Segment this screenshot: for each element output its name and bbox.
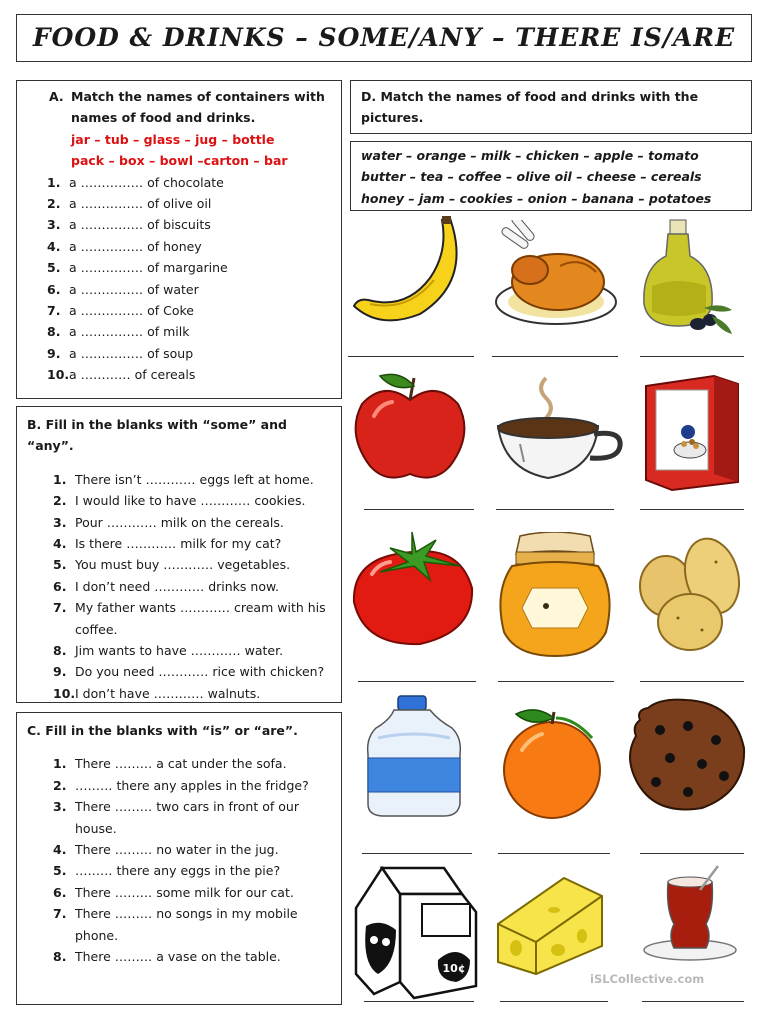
container-match-item-text[interactable]: a …………… of honey <box>69 238 202 254</box>
containers-line-2: pack – box – bowl –carton – bar <box>71 153 288 169</box>
honey-jar-icon <box>494 532 616 658</box>
apple-icon <box>350 370 470 485</box>
container-match-item-number: 7. <box>47 303 61 319</box>
container-match-item-text[interactable]: a …………… of water <box>69 281 199 297</box>
container-match-item-text[interactable]: a …………… of biscuits <box>69 217 211 233</box>
roast-chicken-icon <box>490 220 620 330</box>
answer-line[interactable] <box>498 681 614 682</box>
container-match-item-text[interactable]: a ………… of cereals <box>69 367 196 383</box>
some-any-item-number: 8. <box>53 643 67 659</box>
tomato-icon <box>350 528 476 648</box>
is-are-item-number: 5. <box>53 863 67 879</box>
some-any-item-text[interactable]: There isn’t ………… eggs left at home. <box>75 471 314 487</box>
container-match-item <box>47 364 331 385</box>
answer-line[interactable] <box>642 1001 744 1002</box>
some-any-item <box>31 576 331 597</box>
tea-glass-icon <box>640 864 744 964</box>
some-any-item <box>31 597 331 640</box>
banana-icon <box>350 214 470 329</box>
potatoes-icon <box>636 532 744 652</box>
some-any-item <box>31 554 331 575</box>
container-match-item-text[interactable]: a …………… of milk <box>69 324 190 340</box>
is-are-item-number: 6. <box>53 884 67 900</box>
container-match-item-number: 8. <box>47 324 61 340</box>
container-match-item <box>47 257 331 278</box>
container-match-item <box>47 236 331 257</box>
some-any-item-number: 9. <box>53 664 67 680</box>
is-are-item-number: 3. <box>53 799 67 815</box>
container-match-item-text[interactable]: a …………… of olive oil <box>69 196 212 212</box>
section-a <box>16 80 342 399</box>
is-are-item-number: 7. <box>53 906 67 922</box>
section-c-instruction: C. Fill in the blanks with “is” or “are”. <box>27 723 298 738</box>
answer-line[interactable] <box>492 356 618 357</box>
section-a-letter: A. <box>49 89 64 104</box>
some-any-item <box>31 640 331 661</box>
some-any-item <box>31 661 331 682</box>
some-any-item-number: 10. <box>53 685 76 701</box>
some-any-item-text[interactable]: Pour ………… milk on the cereals. <box>75 514 284 530</box>
answer-line[interactable] <box>640 681 744 682</box>
answer-line[interactable] <box>498 853 610 854</box>
container-match-item-number: 2. <box>47 196 61 212</box>
is-are-item <box>31 753 331 774</box>
container-match-item <box>47 300 331 321</box>
is-are-item-number: 1. <box>53 756 67 772</box>
some-any-item-text[interactable]: I don’t need ………… drinks now. <box>75 578 280 594</box>
container-match-item <box>47 193 331 214</box>
container-match-item-text[interactable]: a …………… of chocolate <box>69 174 224 190</box>
answer-line[interactable] <box>640 356 744 357</box>
some-any-item-text[interactable]: I would like to have ………… cookies. <box>75 493 306 509</box>
is-are-item-text[interactable]: There ……… two cars in front of our house. <box>75 799 299 836</box>
section-b-instruction: B. Fill in the blanks with “some” and “any”. <box>27 417 287 454</box>
cheese-icon <box>494 872 606 978</box>
section-a-instruction: Match the names of containers with names of food and drinks. <box>71 89 325 126</box>
some-any-item-text[interactable]: I don’t have ………… walnuts. <box>75 685 261 701</box>
title-box <box>16 14 752 62</box>
container-match-item <box>47 214 331 235</box>
container-match-item-number: 9. <box>47 345 61 361</box>
is-are-item-text[interactable]: There ……… no songs in my mobile phone. <box>75 906 298 943</box>
is-are-item-number: 8. <box>53 949 67 965</box>
some-any-item <box>31 683 331 704</box>
answer-line[interactable] <box>500 1001 608 1002</box>
is-are-item-number: 4. <box>53 842 67 858</box>
container-match-item-number: 6. <box>47 281 61 297</box>
orange-icon <box>496 704 612 820</box>
word-bank-line-3: honey – jam – cookies – onion – banana – potatoes <box>361 190 712 206</box>
is-are-item <box>31 882 331 903</box>
is-are-item-number: 2. <box>53 777 67 793</box>
section-d <box>350 80 752 134</box>
container-match-item-number: 5. <box>47 260 61 276</box>
word-bank-line-1: water – orange – milk – chicken – apple – tomato <box>361 148 699 163</box>
olive-oil-icon <box>640 216 740 338</box>
some-any-item-text[interactable]: Is there ………… milk for my cat? <box>75 536 282 552</box>
cookie-icon <box>626 696 748 814</box>
is-are-item <box>31 796 331 839</box>
some-any-item-number: 6. <box>53 578 67 594</box>
answer-line[interactable] <box>364 1001 474 1002</box>
section-b <box>16 406 342 703</box>
is-are-item <box>31 839 331 860</box>
is-are-item-text[interactable]: There ……… a vase on the table. <box>75 949 281 965</box>
answer-line[interactable] <box>496 509 614 510</box>
is-are-item-text[interactable]: There ……… no water in the jug. <box>75 842 279 858</box>
some-any-item <box>31 490 331 511</box>
some-any-item-number: 5. <box>53 557 67 573</box>
answer-line[interactable] <box>364 509 474 510</box>
container-match-item <box>47 343 331 364</box>
container-match-item-number: 3. <box>47 217 61 233</box>
answer-line[interactable] <box>640 509 744 510</box>
some-any-item-number: 2. <box>53 493 67 509</box>
water-bottle-icon <box>364 694 464 820</box>
is-are-item-text[interactable]: There ……… some milk for our cat. <box>75 884 294 900</box>
container-match-item-text[interactable]: a …………… of margarine <box>69 260 228 276</box>
some-any-item-number: 7. <box>53 600 67 616</box>
some-any-item-text[interactable]: Jim wants to have ………… water. <box>75 643 284 659</box>
some-any-item <box>31 469 331 490</box>
some-any-item-text[interactable]: You must buy ………… vegetables. <box>75 557 291 573</box>
some-any-item <box>31 533 331 554</box>
container-match-item <box>47 172 331 193</box>
watermark: iSLCollective.com <box>590 972 705 986</box>
is-are-item <box>31 903 331 946</box>
is-are-item <box>31 775 331 796</box>
word-bank-line-2: butter – tea – coffee – olive oil – cheese – cereals <box>361 169 702 185</box>
section-d-instruction: D. Match the names of food and drinks with the pictures. <box>361 89 699 126</box>
answer-line[interactable] <box>362 853 472 854</box>
section-c <box>16 712 342 1005</box>
is-are-item-text[interactable]: There ……… a cat under the sofa. <box>75 756 287 772</box>
answer-line[interactable] <box>640 853 744 854</box>
container-match-item-text[interactable]: a …………… of Coke <box>69 303 194 319</box>
word-bank <box>350 141 752 211</box>
some-any-item <box>31 512 331 533</box>
container-match-item-number: 4. <box>47 238 61 254</box>
is-are-item <box>31 860 331 881</box>
carton-price-label: 10¢ <box>442 962 466 975</box>
some-any-item-number: 3. <box>53 514 67 530</box>
is-are-item <box>31 946 331 967</box>
containers-line-1: jar – tub – glass – jug – bottle <box>71 131 275 147</box>
is-are-item-text[interactable]: ……… there any apples in the fridge? <box>75 777 309 793</box>
is-are-item-text[interactable]: ……… there any eggs in the pie? <box>75 863 281 879</box>
cereal-box-icon <box>642 372 742 492</box>
answer-line[interactable] <box>358 681 476 682</box>
some-any-item-text[interactable]: Do you need ………… rice with chicken? <box>75 664 325 680</box>
coffee-cup-icon <box>494 374 626 484</box>
container-match-item-number: 1. <box>47 174 61 190</box>
container-match-item-text[interactable]: a …………… of soup <box>69 345 194 361</box>
milk-carton-icon <box>352 864 480 1002</box>
some-any-item-number: 1. <box>53 471 67 487</box>
container-match-item <box>47 321 331 342</box>
container-match-item-number: 10. <box>47 367 70 383</box>
worksheet-title: FOOD & DRINKS – SOME/ANY – THERE IS/ARE <box>32 23 736 52</box>
answer-line[interactable] <box>348 356 474 357</box>
some-any-item-number: 4. <box>53 536 67 552</box>
container-match-item <box>47 279 331 300</box>
some-any-item-text[interactable]: My father wants ………… cream with his coffee. <box>75 600 326 637</box>
